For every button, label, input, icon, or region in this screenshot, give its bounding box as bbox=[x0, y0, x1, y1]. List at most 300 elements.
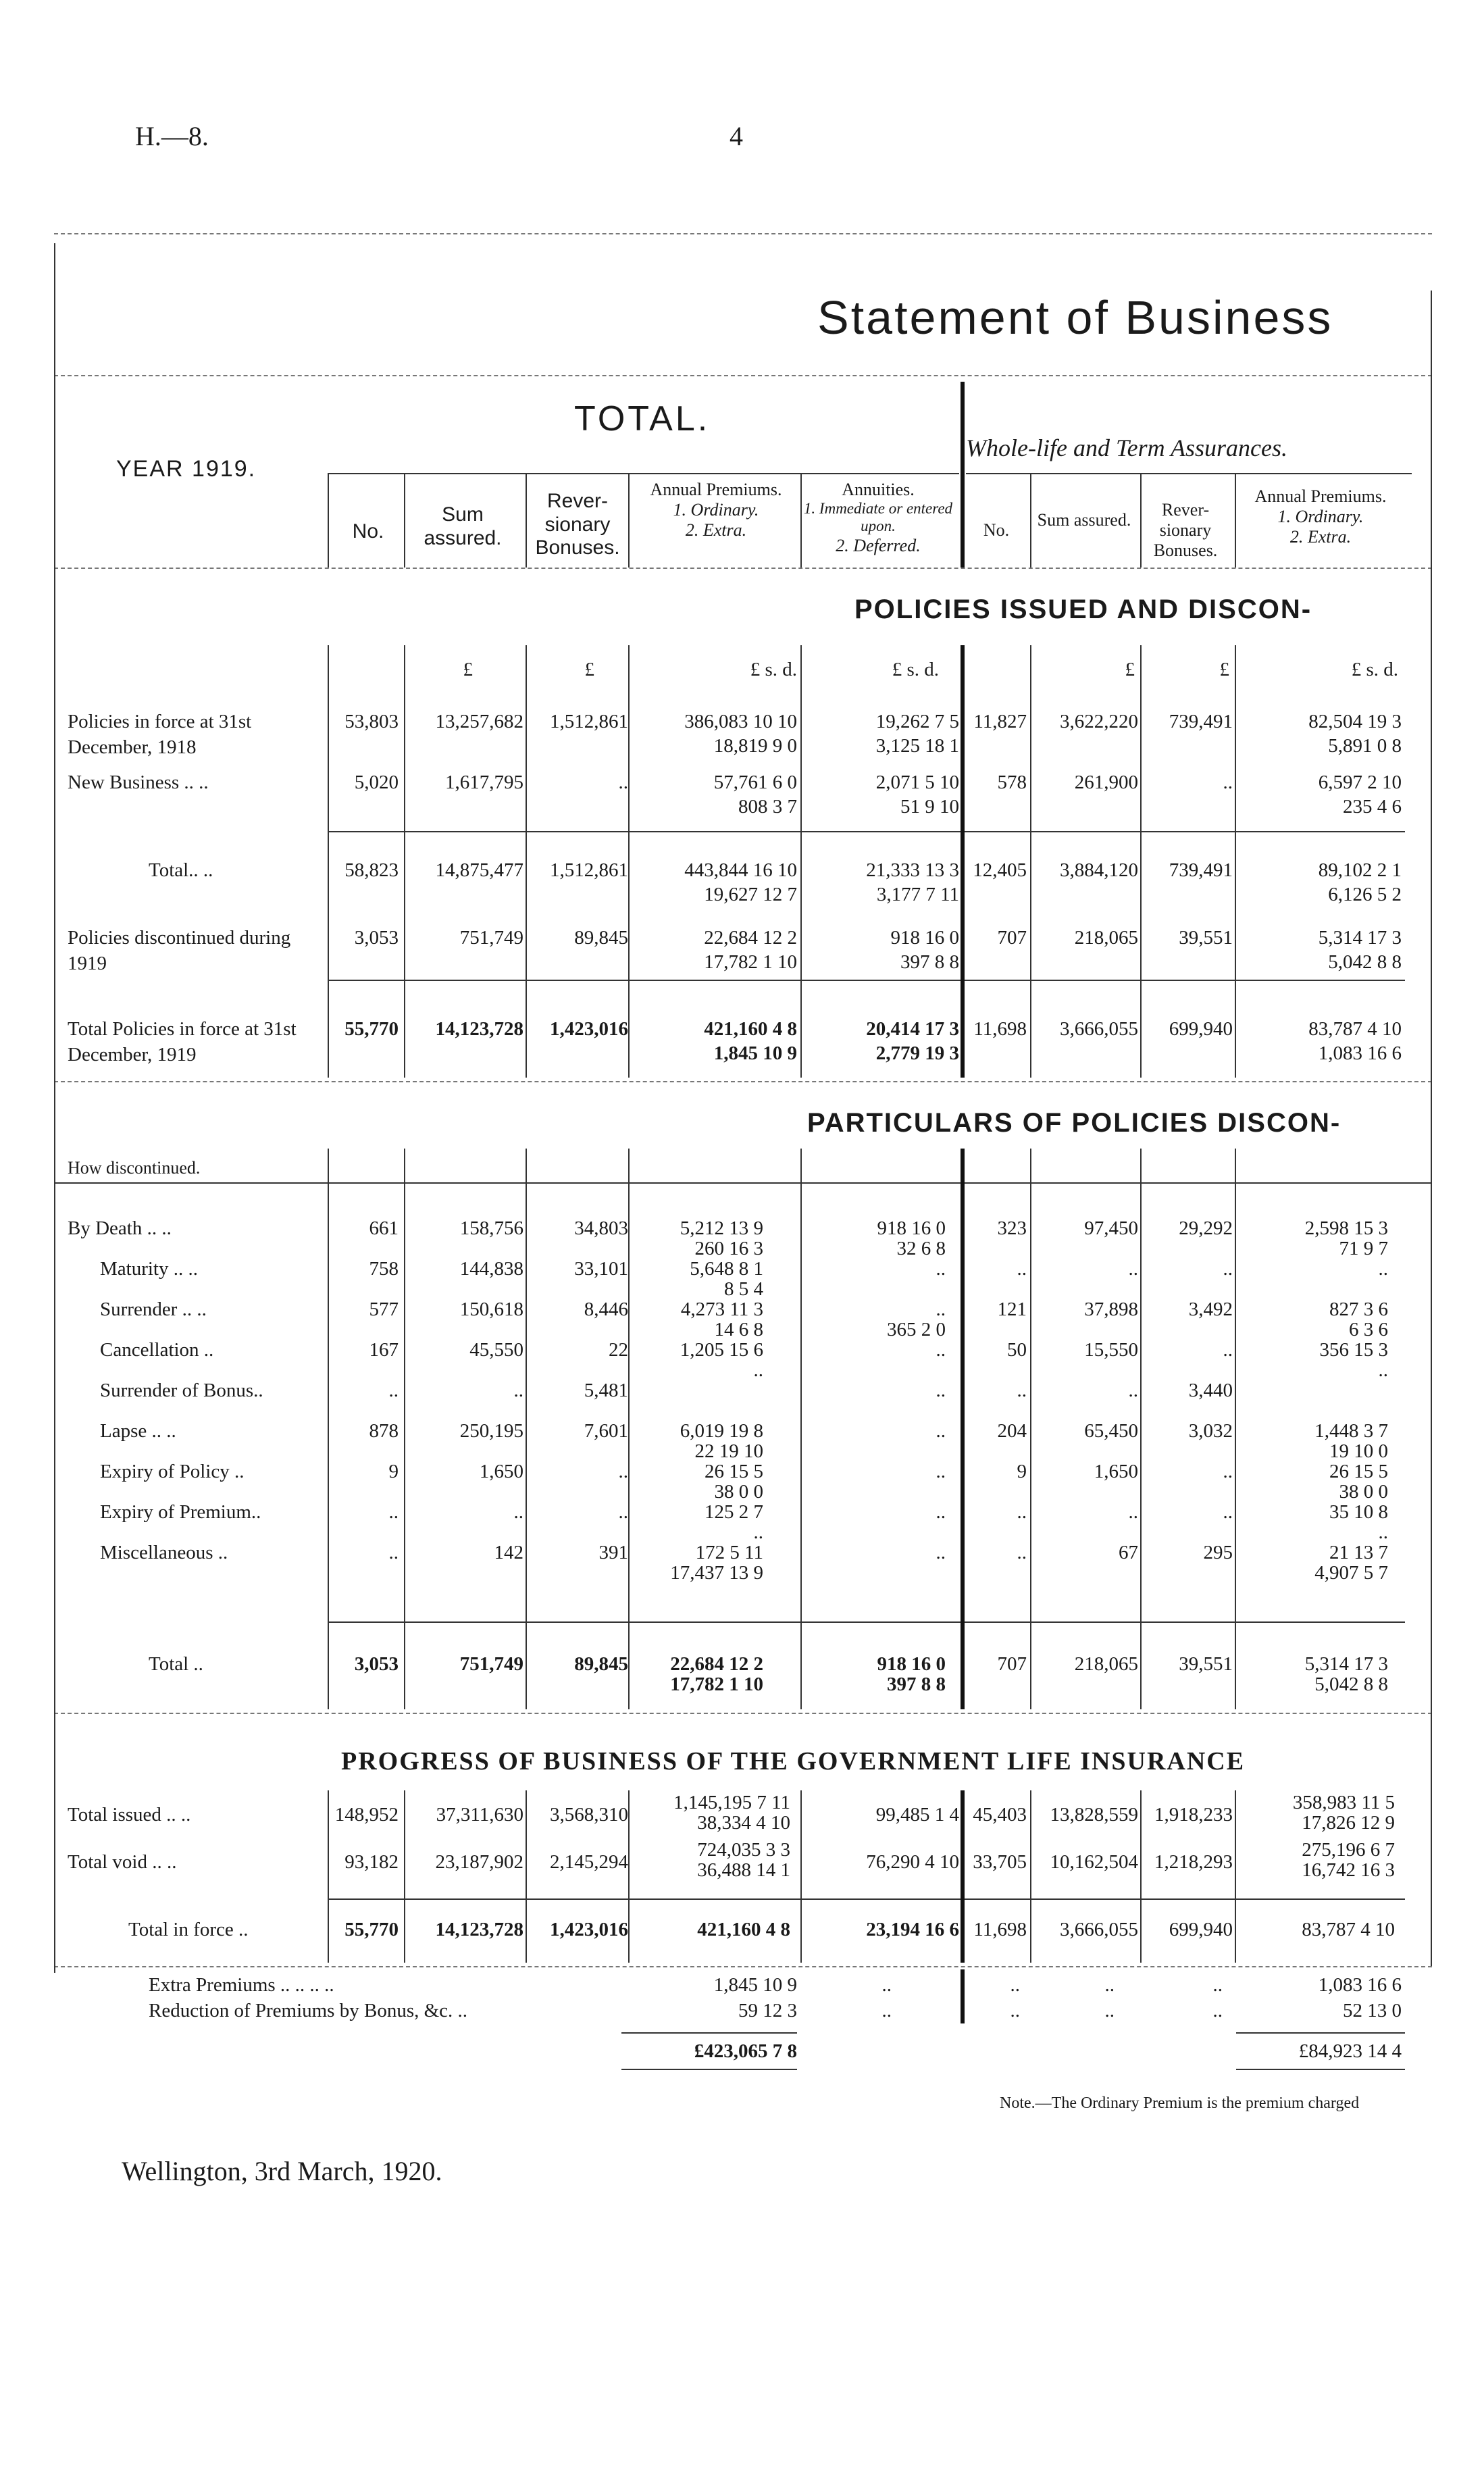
particulars-annuity: 32 6 8 bbox=[896, 1238, 946, 1259]
reduction-label: Reduction of Premiums by Bonus, &c. .. bbox=[149, 2000, 468, 2021]
issued-wl-no: 578 bbox=[997, 772, 1027, 793]
issued-wl-no: 707 bbox=[997, 927, 1027, 949]
particulars-wl-no: .. bbox=[1017, 1380, 1027, 1401]
progress-wl-prem-extra: 17,826 12 9 bbox=[1302, 1812, 1395, 1834]
particulars-sum: .. bbox=[513, 1380, 523, 1401]
col-wsum: Sum assured. bbox=[1037, 510, 1131, 530]
particulars-wl-rev: 295 bbox=[1203, 1542, 1233, 1563]
particulars-sum: 45,550 bbox=[469, 1339, 523, 1361]
s1-rule-a bbox=[328, 831, 1405, 832]
grand-rule-wp bbox=[1236, 2032, 1405, 2034]
particulars-wl-no: 323 bbox=[997, 1217, 1027, 1239]
col-rule-s1 bbox=[404, 645, 405, 1078]
particulars-wl-rev: 3,440 bbox=[1188, 1380, 1233, 1401]
signature-line: Wellington, 3rd March, 1920. bbox=[122, 2156, 442, 2186]
particulars-prem: .. bbox=[753, 1359, 763, 1381]
particulars-wl-prem: 1,448 3 7 bbox=[1314, 1420, 1388, 1442]
progress-rev: 1,423,016 bbox=[550, 1919, 628, 1940]
issued-annuity-immediate: 21,333 13 3 bbox=[866, 859, 959, 881]
col-rule-s2 bbox=[1140, 1149, 1142, 1709]
particulars-wl-prem: 5,314 17 3 bbox=[1304, 1653, 1388, 1675]
thick-rule-s2 bbox=[961, 1149, 965, 1709]
issued-wl-prem-ordinary: 83,787 4 10 bbox=[1308, 1018, 1402, 1040]
grand-total-wp: £84,923 14 4 bbox=[1298, 2040, 1402, 2062]
top-rule bbox=[54, 233, 1432, 234]
issued-annuity-immediate: 20,414 17 3 bbox=[866, 1018, 959, 1040]
year-label: YEAR 1919. bbox=[116, 456, 257, 482]
issued-prem-ordinary: 421,160 4 8 bbox=[704, 1018, 797, 1040]
issued-annuity-deferred: 3,125 18 1 bbox=[875, 735, 959, 757]
progress-wl-prem-ordinary: 358,983 11 5 bbox=[1292, 1792, 1395, 1813]
col-rule-s1 bbox=[1140, 645, 1142, 1078]
page-ref: H.—8. bbox=[135, 121, 209, 151]
issued-annuity-deferred: 2,779 19 3 bbox=[875, 1042, 959, 1064]
progress-prem-ordinary: 1,145,195 7 11 bbox=[673, 1792, 790, 1813]
unit-ann: £ s. d. bbox=[892, 659, 939, 680]
issued-wl-rev: 739,491 bbox=[1169, 711, 1233, 732]
col-rule-s1 bbox=[1030, 645, 1031, 1078]
particulars-rev: 34,803 bbox=[574, 1217, 628, 1239]
issued-annuity-immediate: 918 16 0 bbox=[890, 927, 959, 949]
particulars-no: 167 bbox=[369, 1339, 399, 1361]
col-ann bbox=[800, 480, 956, 556]
col-ann-title: Annuities. bbox=[842, 480, 915, 499]
particulars-row-label: Expiry of Premium.. bbox=[100, 1501, 261, 1523]
extra-premiums-wsum: .. bbox=[1104, 1974, 1115, 1996]
page-number: 4 bbox=[730, 121, 743, 151]
issued-wl-no: 11,827 bbox=[973, 711, 1027, 732]
issued-wl-sum: 218,065 bbox=[1074, 927, 1138, 949]
col-rule-s2 bbox=[1235, 1149, 1236, 1709]
particulars-row-label: Surrender .. .. bbox=[100, 1299, 207, 1320]
issued-row-label: Policies in force at 31st December, 1918 bbox=[68, 711, 252, 758]
unit-prem: £ s. d. bbox=[750, 659, 797, 680]
issued-prem-extra: 19,627 12 7 bbox=[704, 884, 797, 905]
particulars-sum: 751,749 bbox=[459, 1653, 523, 1675]
issued-prem-extra: 808 3 7 bbox=[738, 796, 797, 817]
reduction-wno: .. bbox=[1010, 2000, 1020, 2021]
col-wprem-1: 1. Ordinary. bbox=[1277, 506, 1364, 526]
s3-end-rule bbox=[54, 1966, 1432, 1967]
particulars-wl-rev: .. bbox=[1223, 1501, 1233, 1523]
particulars-wl-sum: 218,065 bbox=[1074, 1653, 1138, 1675]
issued-wl-prem-extra: 5,042 8 8 bbox=[1328, 951, 1402, 973]
particulars-prem: 22,684 12 2 bbox=[670, 1653, 763, 1675]
particulars-wl-sum: 67 bbox=[1119, 1542, 1138, 1563]
particulars-wl-rev: .. bbox=[1223, 1461, 1233, 1482]
issued-wl-rev: 39,551 bbox=[1179, 927, 1233, 949]
col-wprem-2: 2. Extra. bbox=[1289, 526, 1352, 547]
particulars-wl-sum: 65,450 bbox=[1084, 1420, 1138, 1442]
particulars-prem: 260 16 3 bbox=[694, 1238, 763, 1259]
particulars-annuity: .. bbox=[936, 1380, 946, 1401]
col-rule-s3 bbox=[628, 1790, 630, 1963]
extra-premiums-wrev: .. bbox=[1212, 1974, 1223, 1996]
particulars-rev: .. bbox=[618, 1501, 628, 1523]
particulars-rev: 33,101 bbox=[574, 1258, 628, 1280]
particulars-wl-rev: 3,492 bbox=[1188, 1299, 1233, 1320]
issued-wl-sum: 3,622,220 bbox=[1060, 711, 1138, 732]
particulars-annuity: .. bbox=[936, 1339, 946, 1361]
particulars-rev: 8,446 bbox=[584, 1299, 628, 1320]
progress-wl-sum: 10,162,504 bbox=[1050, 1851, 1138, 1873]
particulars-wl-rev: 3,032 bbox=[1188, 1420, 1233, 1442]
progress-sum: 23,187,902 bbox=[435, 1851, 523, 1873]
col-rule-head bbox=[1030, 473, 1031, 568]
left-margin-rule bbox=[54, 243, 55, 1973]
s1-rule-b bbox=[328, 980, 1405, 981]
s1-end-rule bbox=[54, 1081, 1432, 1082]
progress-wl-prem-extra: 16,742 16 3 bbox=[1302, 1859, 1395, 1881]
page-title: Statement of Business bbox=[817, 291, 1333, 344]
extra-premiums-p: 1,845 10 9 bbox=[713, 1974, 797, 1996]
issued-sum: 751,749 bbox=[459, 927, 523, 949]
particulars-no: 9 bbox=[388, 1461, 399, 1482]
particulars-wl-sum: 15,550 bbox=[1084, 1339, 1138, 1361]
col-no: No. bbox=[352, 520, 384, 543]
issued-annuity-deferred: 3,177 7 11 bbox=[876, 884, 959, 905]
particulars-wl-prem: 21 13 7 bbox=[1329, 1542, 1388, 1563]
progress-wl-no: 33,705 bbox=[973, 1851, 1027, 1873]
particulars-prem: 5,212 13 9 bbox=[680, 1217, 763, 1239]
particulars-wl-prem: .. bbox=[1378, 1359, 1388, 1381]
col-rev: Rever-sionary Bonuses. bbox=[535, 490, 620, 559]
whole-life-header: Whole-life and Term Assurances. bbox=[966, 434, 1287, 461]
header-rule bbox=[54, 568, 1432, 569]
col-ann-2: 2. Deferred. bbox=[836, 535, 921, 555]
issued-row-label: New Business .. .. bbox=[68, 772, 209, 793]
particulars-row-label: Maturity .. .. bbox=[100, 1258, 198, 1280]
particulars-prem: 17,782 1 10 bbox=[670, 1674, 763, 1695]
issued-rev: 1,423,016 bbox=[550, 1018, 628, 1040]
particulars-prem: 38 0 0 bbox=[714, 1481, 763, 1503]
col-rule-head bbox=[628, 473, 630, 568]
reduction-wsum: .. bbox=[1104, 2000, 1115, 2021]
s3-rule bbox=[328, 1898, 1405, 1900]
particulars-wl-no: .. bbox=[1017, 1501, 1027, 1523]
progress-rev: 3,568,310 bbox=[550, 1804, 628, 1826]
particulars-prem: 172 5 11 bbox=[695, 1542, 763, 1563]
particulars-no: 661 bbox=[369, 1217, 399, 1239]
particulars-annuity: 918 16 0 bbox=[877, 1653, 946, 1675]
particulars-wl-sum: .. bbox=[1128, 1501, 1138, 1523]
particulars-prem: 26 15 5 bbox=[705, 1461, 763, 1482]
grand-rule-p bbox=[621, 2032, 797, 2034]
particulars-row-label: Total .. bbox=[149, 1653, 203, 1675]
particulars-row-label: Lapse .. .. bbox=[100, 1420, 176, 1442]
issued-wl-rev: 699,940 bbox=[1169, 1018, 1233, 1040]
particulars-no: .. bbox=[388, 1542, 399, 1563]
particulars-wl-prem: 5,042 8 8 bbox=[1314, 1674, 1388, 1695]
particulars-wl-no: 121 bbox=[997, 1299, 1027, 1320]
particulars-wl-prem: 19 10 0 bbox=[1329, 1440, 1388, 1462]
s2-total-rule bbox=[328, 1621, 1405, 1623]
col-sum: Sum assured. bbox=[424, 503, 502, 549]
particulars-wl-sum: .. bbox=[1128, 1380, 1138, 1401]
particulars-annuity: .. bbox=[936, 1501, 946, 1523]
issued-prem-ordinary: 22,684 12 2 bbox=[704, 927, 797, 949]
particulars-wl-sum: 97,450 bbox=[1084, 1217, 1138, 1239]
s2-end-rule bbox=[54, 1713, 1432, 1714]
col-wrev: Rever-sionary Bonuses. bbox=[1153, 500, 1218, 560]
unit-wsum: £ bbox=[1125, 659, 1135, 680]
particulars-no: 3,053 bbox=[354, 1653, 399, 1675]
particulars-prem: 8 5 4 bbox=[724, 1278, 763, 1300]
issued-wl-prem-ordinary: 6,597 2 10 bbox=[1318, 772, 1402, 793]
particulars-sum: .. bbox=[513, 1501, 523, 1523]
col-rule-s1 bbox=[800, 645, 802, 1078]
particulars-no: .. bbox=[388, 1501, 399, 1523]
issued-wl-prem-extra: 6,126 5 2 bbox=[1328, 884, 1402, 905]
unit-wrev: £ bbox=[1219, 659, 1229, 680]
particulars-wl-prem: .. bbox=[1378, 1258, 1388, 1280]
particulars-wl-prem: 35 10 8 bbox=[1329, 1501, 1388, 1523]
grand-total-p: £423,065 7 8 bbox=[694, 2040, 797, 2062]
particulars-wl-rev: .. bbox=[1223, 1258, 1233, 1280]
issued-rev: 1,512,861 bbox=[550, 859, 628, 881]
issued-no: 5,020 bbox=[354, 772, 399, 793]
particulars-row-label: Cancellation .. bbox=[100, 1339, 214, 1361]
particulars-rev: 391 bbox=[598, 1542, 628, 1563]
particulars-rev: 5,481 bbox=[584, 1380, 628, 1401]
progress-prem-extra: 36,488 14 1 bbox=[697, 1859, 790, 1881]
unit-sum: £ bbox=[463, 659, 473, 680]
particulars-wl-no: .. bbox=[1017, 1542, 1027, 1563]
how-discontinued: How discontinued. bbox=[68, 1158, 201, 1178]
issued-sum: 14,123,728 bbox=[435, 1018, 523, 1040]
issued-row-label: Total.. .. bbox=[149, 859, 213, 881]
col-rule-s2 bbox=[404, 1149, 405, 1709]
particulars-wl-rev: 39,551 bbox=[1179, 1653, 1233, 1675]
issued-sum: 14,875,477 bbox=[435, 859, 523, 881]
issued-prem-ordinary: 386,083 10 10 bbox=[684, 711, 797, 732]
thick-rule-s1 bbox=[961, 645, 965, 1078]
col-rule-s1 bbox=[526, 645, 527, 1078]
col-rule-s3 bbox=[800, 1790, 802, 1963]
grand-rule-wp2 bbox=[1236, 2069, 1405, 2070]
particulars-wl-sum: 1,650 bbox=[1094, 1461, 1138, 1482]
issued-annuity-deferred: 397 8 8 bbox=[900, 951, 959, 973]
progress-prem: 421,160 4 8 bbox=[697, 1919, 790, 1940]
progress-row-label: Total issued .. .. bbox=[68, 1804, 191, 1826]
progress-wl-rev: 1,918,233 bbox=[1154, 1804, 1233, 1826]
col-rule-s3 bbox=[404, 1790, 405, 1963]
col-rule-head bbox=[526, 473, 527, 568]
progress-wl-no: 11,698 bbox=[973, 1919, 1027, 1940]
issued-wl-prem-extra: 5,891 0 8 bbox=[1328, 735, 1402, 757]
s2-head-rule bbox=[54, 1182, 1432, 1184]
issued-no: 53,803 bbox=[344, 711, 399, 732]
col-rule-s2 bbox=[526, 1149, 527, 1709]
progress-no: 93,182 bbox=[344, 1851, 399, 1873]
particulars-rev: .. bbox=[618, 1461, 628, 1482]
particulars-annuity: .. bbox=[936, 1461, 946, 1482]
particulars-sum: 150,618 bbox=[459, 1299, 523, 1320]
particulars-wl-no: 50 bbox=[1007, 1339, 1027, 1361]
issued-sum: 13,257,682 bbox=[435, 711, 523, 732]
issued-annuity-immediate: 19,262 7 5 bbox=[875, 711, 959, 732]
particulars-prem: 6,019 19 8 bbox=[680, 1420, 763, 1442]
col-rule-head bbox=[1235, 473, 1236, 568]
particulars-no: 758 bbox=[369, 1258, 399, 1280]
progress-wl-rev: 1,218,293 bbox=[1154, 1851, 1233, 1873]
col-rule-s2 bbox=[800, 1149, 802, 1709]
thick-rule-s3 bbox=[961, 1790, 965, 1963]
extra-premiums-wno: .. bbox=[1010, 1974, 1020, 1996]
section-particulars-title: PARTICULARS OF POLICIES DISCON- bbox=[807, 1108, 1341, 1138]
reduction-wp: 52 13 0 bbox=[1343, 2000, 1402, 2021]
col-wprem-title: Annual Premiums. bbox=[1254, 486, 1387, 506]
issued-wl-prem-extra: 235 4 6 bbox=[1343, 796, 1402, 817]
reduction-a: .. bbox=[881, 2000, 892, 2021]
particulars-wl-prem: 38 0 0 bbox=[1339, 1481, 1388, 1503]
particulars-wl-prem: 2,598 15 3 bbox=[1304, 1217, 1388, 1239]
issued-wl-prem-ordinary: 89,102 2 1 bbox=[1318, 859, 1402, 881]
extra-premiums-label: Extra Premiums .. .. .. .. bbox=[149, 1974, 334, 1996]
particulars-annuity: .. bbox=[936, 1420, 946, 1442]
particulars-row-label: Surrender of Bonus.. bbox=[100, 1380, 263, 1401]
col-wno: No. bbox=[983, 520, 1010, 540]
particulars-wl-prem: 26 15 5 bbox=[1329, 1461, 1388, 1482]
col-rule-head bbox=[1140, 473, 1142, 568]
particulars-rev: 7,601 bbox=[584, 1420, 628, 1442]
particulars-sum: 142 bbox=[494, 1542, 523, 1563]
issued-wl-no: 11,698 bbox=[973, 1018, 1027, 1040]
particulars-prem: .. bbox=[753, 1521, 763, 1543]
progress-prem-extra: 38,334 4 10 bbox=[697, 1812, 790, 1834]
col-rule-s2 bbox=[1030, 1149, 1031, 1709]
particulars-annuity: .. bbox=[936, 1299, 946, 1320]
particulars-wl-rev: .. bbox=[1223, 1339, 1233, 1361]
col-rule-s1 bbox=[628, 645, 630, 1078]
particulars-annuity: 397 8 8 bbox=[887, 1674, 946, 1695]
col-rule-s3 bbox=[1140, 1790, 1142, 1963]
col-rule-s3 bbox=[1030, 1790, 1031, 1963]
particulars-sum: 158,756 bbox=[459, 1217, 523, 1239]
particulars-sum: 250,195 bbox=[459, 1420, 523, 1442]
thick-rule-head bbox=[961, 382, 965, 568]
unit-rev: £ bbox=[584, 659, 594, 680]
issued-prem-extra: 17,782 1 10 bbox=[704, 951, 797, 973]
issued-prem-ordinary: 57,761 6 0 bbox=[713, 772, 797, 793]
progress-rev: 2,145,294 bbox=[550, 1851, 628, 1873]
reduction-p: 59 12 3 bbox=[738, 2000, 797, 2021]
wl-rule bbox=[966, 473, 1412, 474]
particulars-row-label: By Death .. .. bbox=[68, 1217, 172, 1239]
progress-wl-sum: 13,828,559 bbox=[1050, 1804, 1138, 1826]
right-margin-rule bbox=[1431, 291, 1432, 1966]
progress-wl-rev: 699,940 bbox=[1169, 1919, 1233, 1940]
particulars-wl-prem: 356 15 3 bbox=[1319, 1339, 1388, 1361]
progress-wl-prem-ordinary: 275,196 6 7 bbox=[1302, 1839, 1395, 1861]
progress-row-label: Total in force .. bbox=[128, 1919, 249, 1940]
progress-annuity: 23,194 16 6 bbox=[866, 1919, 959, 1940]
particulars-annuity: .. bbox=[936, 1542, 946, 1563]
particulars-wl-sum: .. bbox=[1128, 1258, 1138, 1280]
progress-prem-ordinary: 724,035 3 3 bbox=[697, 1839, 790, 1861]
particulars-prem: 14 6 8 bbox=[714, 1319, 763, 1340]
grand-rule-p2 bbox=[621, 2069, 797, 2070]
issued-annuity-deferred: 51 9 10 bbox=[900, 796, 959, 817]
particulars-prem: 5,648 8 1 bbox=[690, 1258, 763, 1280]
unit-wprem: £ s. d. bbox=[1351, 659, 1398, 680]
col-wprem bbox=[1236, 486, 1405, 547]
particulars-wl-no: 204 bbox=[997, 1420, 1027, 1442]
particulars-prem: 17,437 13 9 bbox=[670, 1562, 763, 1584]
issued-sum: 1,617,795 bbox=[445, 772, 523, 793]
progress-wl-prem: 83,787 4 10 bbox=[1302, 1919, 1395, 1940]
col-prem-title: Annual Premiums. bbox=[650, 480, 782, 499]
issued-annuity-immediate: 2,071 5 10 bbox=[875, 772, 959, 793]
col-prem-1: 1. Ordinary. bbox=[673, 499, 759, 520]
issued-wl-sum: 261,900 bbox=[1074, 772, 1138, 793]
particulars-wl-rev: 29,292 bbox=[1179, 1217, 1233, 1239]
extra-premiums-a: .. bbox=[881, 1974, 892, 1996]
col-rule-s1 bbox=[1235, 645, 1236, 1078]
issued-no: 55,770 bbox=[344, 1018, 399, 1040]
particulars-wl-no: 707 bbox=[997, 1653, 1027, 1675]
progress-no: 148,952 bbox=[334, 1804, 399, 1826]
col-rule-s3 bbox=[526, 1790, 527, 1963]
particulars-wl-sum: 37,898 bbox=[1084, 1299, 1138, 1320]
total-header: TOTAL. bbox=[574, 399, 711, 438]
col-rule-s3 bbox=[1235, 1790, 1236, 1963]
title-rule bbox=[54, 375, 1432, 376]
particulars-prem: 1,205 15 6 bbox=[680, 1339, 763, 1361]
progress-wl-sum: 3,666,055 bbox=[1060, 1919, 1138, 1940]
issued-wl-prem-ordinary: 82,504 19 3 bbox=[1308, 711, 1402, 732]
particulars-prem: 22 19 10 bbox=[694, 1440, 763, 1462]
particulars-wl-prem: 71 9 7 bbox=[1339, 1238, 1388, 1259]
particulars-annuity: 918 16 0 bbox=[877, 1217, 946, 1239]
issued-wl-rev: 739,491 bbox=[1169, 859, 1233, 881]
reduction-wrev: .. bbox=[1212, 2000, 1223, 2021]
col-rule-s1 bbox=[328, 645, 329, 1078]
section-progress-title: PROGRESS OF BUSINESS OF THE GOVERNMENT LIFE INSURANCE bbox=[341, 1747, 1246, 1776]
col-prem bbox=[635, 480, 797, 540]
progress-sum: 37,311,630 bbox=[436, 1804, 523, 1826]
issued-wl-rev: .. bbox=[1223, 772, 1233, 793]
col-rule-head bbox=[328, 473, 329, 568]
col-rule-s3 bbox=[328, 1790, 329, 1963]
issued-rev: .. bbox=[618, 772, 628, 793]
footnote: Note.—The Ordinary Premium is the premium charged bbox=[1000, 2094, 1360, 2112]
particulars-wl-no: 9 bbox=[1017, 1461, 1027, 1482]
particulars-wl-prem: .. bbox=[1378, 1521, 1388, 1543]
issued-wl-sum: 3,666,055 bbox=[1060, 1018, 1138, 1040]
issued-no: 3,053 bbox=[354, 927, 399, 949]
col-prem-2: 2. Extra. bbox=[685, 520, 747, 540]
particulars-annuity: 365 2 0 bbox=[887, 1319, 946, 1340]
particulars-rev: 89,845 bbox=[574, 1653, 628, 1675]
progress-row-label: Total void .. .. bbox=[68, 1851, 177, 1873]
issued-wl-prem-extra: 1,083 16 6 bbox=[1318, 1042, 1402, 1064]
particulars-prem: 125 2 7 bbox=[705, 1501, 763, 1523]
particulars-no: .. bbox=[388, 1380, 399, 1401]
particulars-rev: 22 bbox=[609, 1339, 628, 1361]
issued-prem-extra: 1,845 10 9 bbox=[713, 1042, 797, 1064]
issued-wl-prem-ordinary: 5,314 17 3 bbox=[1318, 927, 1402, 949]
progress-annuity: 99,485 1 4 bbox=[875, 1804, 959, 1826]
particulars-wl-prem: 827 3 6 bbox=[1329, 1299, 1388, 1320]
particulars-sum: 1,650 bbox=[479, 1461, 523, 1482]
col-ann-1: 1. Immediate or entered upon. bbox=[803, 499, 953, 535]
progress-no: 55,770 bbox=[344, 1919, 399, 1940]
col-rule-s2 bbox=[628, 1149, 630, 1709]
progress-sum: 14,123,728 bbox=[435, 1919, 523, 1940]
thick-rule-extra bbox=[961, 1969, 965, 2023]
issued-wl-no: 12,405 bbox=[973, 859, 1027, 881]
